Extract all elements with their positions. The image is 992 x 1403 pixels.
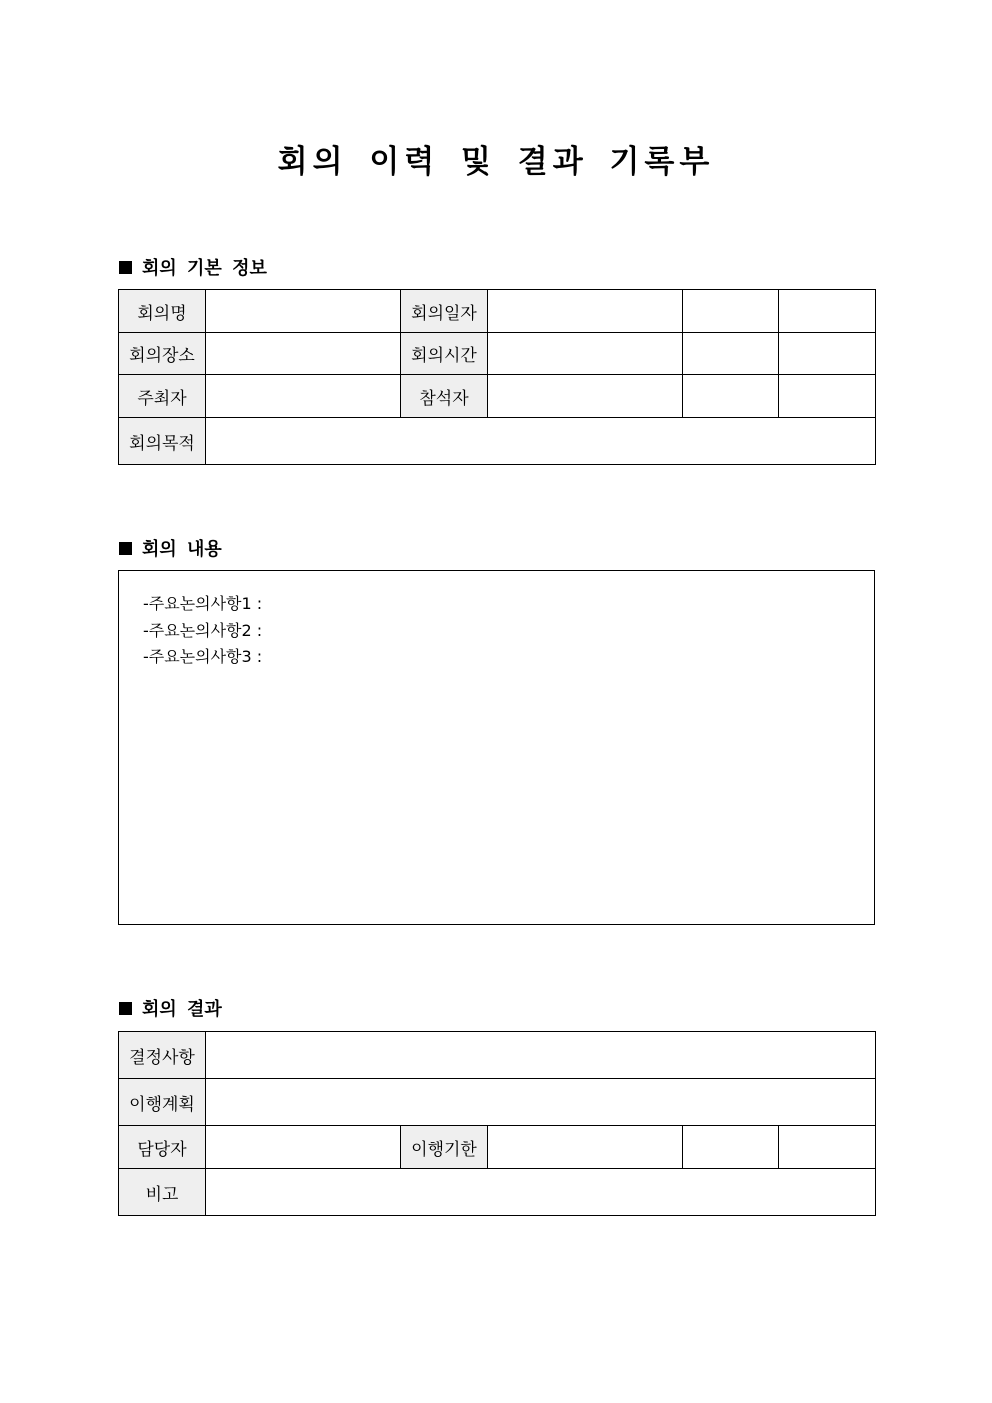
table-row <box>119 1079 876 1126</box>
table-row <box>119 290 876 333</box>
list-item: -주요논의사항1 : <box>143 594 263 613</box>
basic-info-table <box>118 289 876 465</box>
deadline-field[interactable] <box>488 1126 683 1169</box>
table-row <box>119 333 876 375</box>
meeting-date-field[interactable] <box>488 290 683 333</box>
note-label: 비고 <box>119 1169 206 1216</box>
meeting-place-label: 회의장소 <box>119 333 206 375</box>
table-row <box>119 375 876 418</box>
attendees-label: 참석자 <box>401 375 488 418</box>
meeting-time-extra-field-2[interactable] <box>779 333 876 375</box>
decision-label: 결정사항 <box>119 1032 206 1079</box>
table-row <box>119 1169 876 1216</box>
plan-field[interactable] <box>206 1079 876 1126</box>
meeting-date-extra-field[interactable] <box>683 290 779 333</box>
list-item: -주요논의사항2 : <box>143 620 263 640</box>
purpose-label: 회의목적 <box>119 418 206 465</box>
meeting-time-extra-field[interactable] <box>683 333 779 375</box>
content-list <box>143 591 262 671</box>
deadline-extra-field[interactable] <box>683 1126 779 1169</box>
purpose-field[interactable] <box>206 418 876 465</box>
meeting-time-label: 회의시간 <box>401 333 488 375</box>
square-bullet-icon <box>119 261 132 274</box>
note-field[interactable] <box>206 1169 876 1216</box>
table-row <box>119 1032 876 1079</box>
table-row <box>119 1126 876 1169</box>
result-table <box>118 1031 876 1216</box>
owner-label: 담당자 <box>119 1126 206 1169</box>
square-bullet-icon <box>119 1002 132 1015</box>
meeting-date-extra-field-2[interactable] <box>779 290 876 333</box>
section-heading-label: 회의 내용 <box>142 539 222 560</box>
table-row <box>119 418 876 465</box>
owner-field[interactable] <box>206 1126 401 1169</box>
section-heading-label: 회의 결과 <box>142 999 222 1020</box>
section-heading-basic-info <box>119 254 267 280</box>
meeting-time-field[interactable] <box>488 333 683 375</box>
list-item: -주요논의사항3 : <box>143 647 263 666</box>
host-label: 주최자 <box>119 375 206 418</box>
meeting-name-field[interactable] <box>206 290 401 333</box>
meeting-name-label: 회의명 <box>119 290 206 333</box>
section-heading-label: 회의 기본 정보 <box>142 258 267 279</box>
deadline-extra-field-2[interactable] <box>779 1126 876 1169</box>
meeting-place-field[interactable] <box>206 333 401 375</box>
square-bullet-icon <box>119 542 132 555</box>
section-heading-result <box>119 995 222 1021</box>
attendees-extra-field-2[interactable] <box>779 375 876 418</box>
meeting-date-label: 회의일자 <box>401 290 488 333</box>
plan-label: 이행계획 <box>119 1079 206 1126</box>
attendees-field[interactable] <box>488 375 683 418</box>
page-title: 회의 이력 및 결과 기록부 <box>277 144 715 180</box>
deadline-label: 이행기한 <box>401 1126 488 1169</box>
meeting-content-box[interactable] <box>118 570 875 925</box>
section-heading-content <box>119 535 222 561</box>
host-field[interactable] <box>206 375 401 418</box>
decision-field[interactable] <box>206 1032 876 1079</box>
attendees-extra-field[interactable] <box>683 375 779 418</box>
